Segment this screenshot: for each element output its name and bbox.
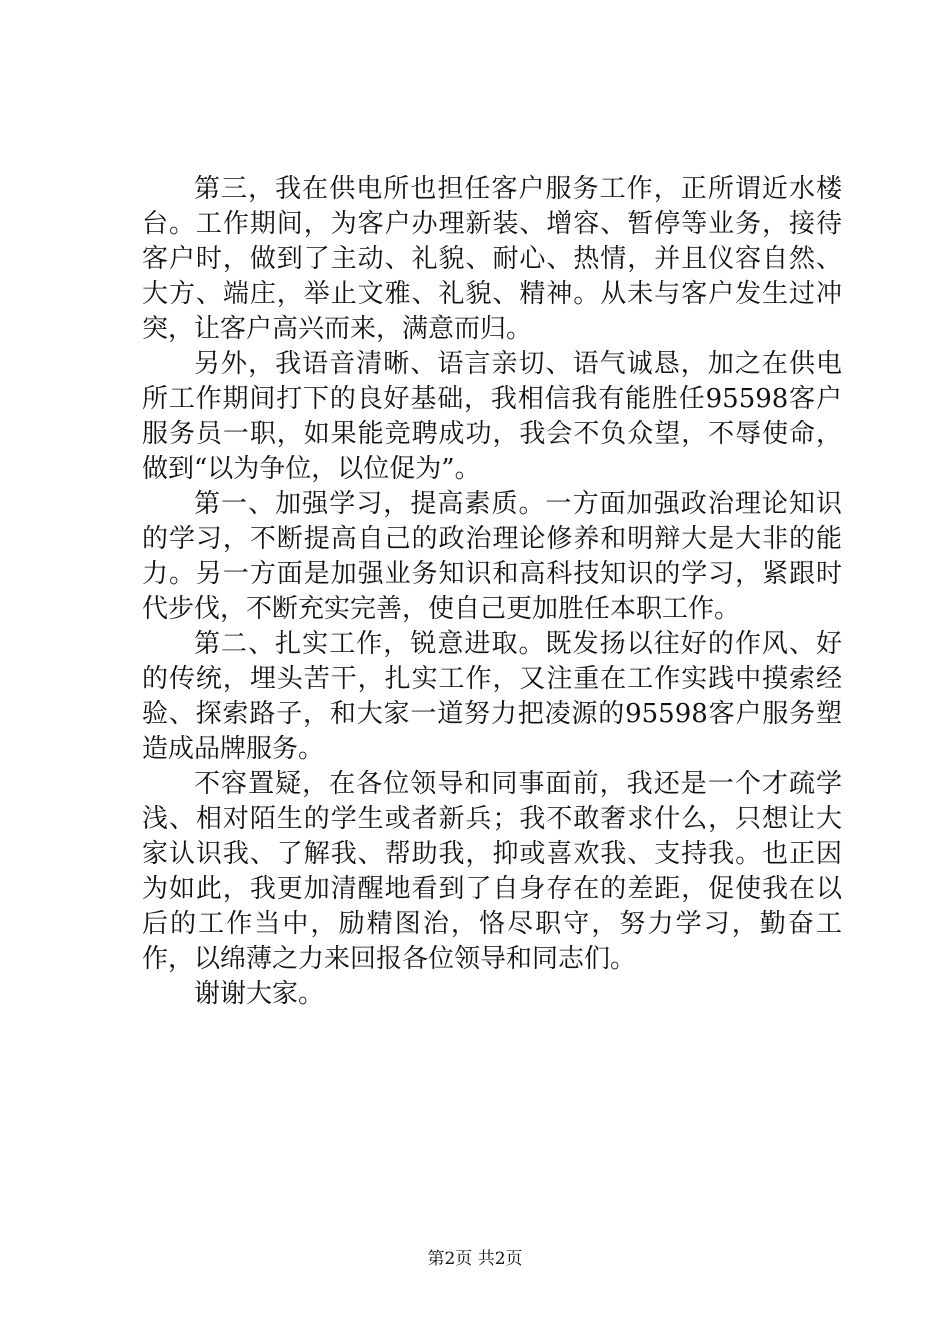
- paragraph-thanks: 谢谢大家。: [194, 979, 325, 1009]
- page-number-footer: 第2页 共2页: [427, 1249, 523, 1269]
- paragraph-work: 第二、扎实工作，锐意进取。既发扬以往好的作风、好的传统，埋头苦干，扎实工作，又注重在工作实践中摸索经验、探索路子，和大家一道努力把凌源的95598客户服务塑造成品牌服务。: [142, 629, 842, 764]
- paragraph-closing: 不容置疑，在各位领导和同事面前，我还是一个才疏学浅、相对陌生的学生或者新兵；我不敢奢求什么，只想让大家认识我、了解我、帮助我，抑或喜欢我、支持我。也正因为如此，我更加清醒地看到了自身存在的差距，促使我在以后的工作当中，励精图治，恪尽职守，努力学习，勤奋工作，以绵薄之力来回报各位领导和同志们。: [142, 769, 842, 974]
- paragraph-qualification: 另外，我语音清晰、语言亲切、语气诚恳，加之在供电所工作期间打下的良好基础，我相信我有能胜任95598客户服务员一职，如果能竞聘成功，我会不负众望，不辱使命，做到“以为争位，以位促为”。: [142, 349, 842, 484]
- paragraph-customer-service: 第三，我在供电所也担任客户服务工作，正所谓近水楼台。工作期间，为客户办理新装、增容、暂停等业务，接待客户时，做到了主动、礼貌、耐心、热情，并且仪容自然、大方、端庄，举止文雅、礼貌、精神。从未与客户发生过冲突，让客户高兴而来，满意而归。: [142, 174, 842, 344]
- paragraph-study: 第一、加强学习，提高素质。一方面加强政治理论知识的学习，不断提高自己的政治理论修养和明辩大是大非的能力。另一方面是加强业务知识和高科技知识的学习，紧跟时代步伐，不断充实完善，使自己更加胜任本职工作。: [142, 489, 842, 624]
- document-body: [142, 172, 842, 1012]
